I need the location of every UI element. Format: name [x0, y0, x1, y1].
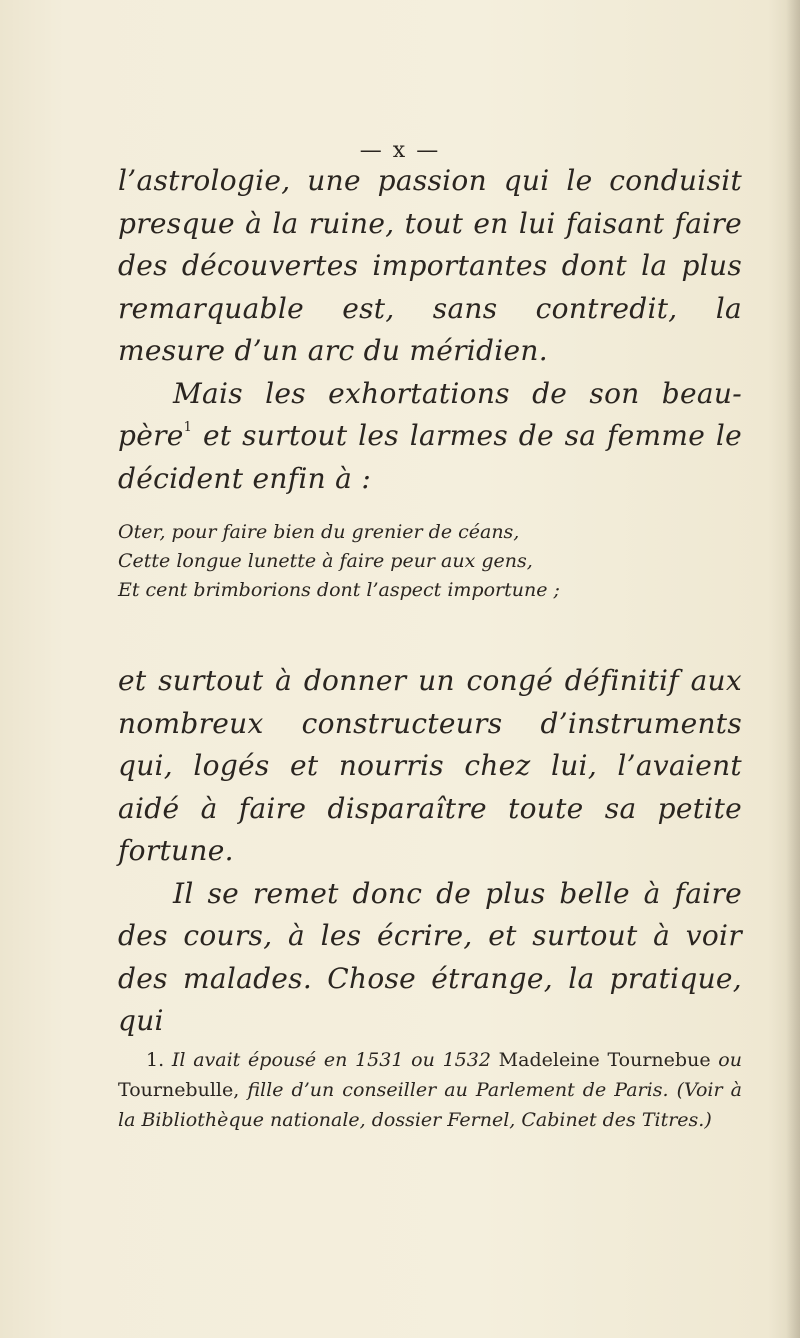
footnote-part-1: Il avait épousé en 1531 ou 1532: [171, 1049, 491, 1071]
paragraph-2-rest: et surtout les larmes de sa femme le décident enfin à :: [118, 419, 742, 495]
verse-quote: [118, 518, 718, 605]
footnote-part-3: ou: [718, 1049, 742, 1071]
footnote-number: 1.: [146, 1049, 165, 1071]
main-text-top: [118, 160, 742, 500]
page-number: — x —: [359, 138, 441, 163]
footnote-reference: 1: [183, 420, 193, 435]
footnote-part-2: Madeleine Tournebue: [490, 1049, 719, 1071]
paragraph-2-text: Mais les exhortations de son beau-père: [118, 376, 742, 452]
paragraph-4: Il se remet donc de plus belle à faire des cours, à les écrire, et surtout à voir des malades. Chose étrange, la pratique, qui: [118, 876, 742, 1037]
footnote-part-5: fille d’un conseiller au Parlement de Paris. (Voir à la Bibliothèque nationale, dossier Fernel, Cabinet des Titres.): [118, 1079, 742, 1131]
paragraph-2: [118, 373, 742, 501]
page-edge-shadow: [786, 0, 800, 1338]
footnote-text: [118, 1045, 742, 1135]
footnote-part-4: Tournebulle,: [118, 1079, 248, 1101]
verse-line-1: Oter, pour faire bien du grenier de céans,: [118, 521, 520, 543]
paragraph-1: l’astrologie, une passion qui le conduisit presque à la ruine, tout en lui faisant faire des découvertes importantes dont la plus remarquable est, sans contredit, la mesure d’un arc du méridien.: [118, 164, 742, 367]
footnote: [118, 1045, 742, 1135]
verse-line-2: Cette longue lunette à faire peur aux gens,: [118, 550, 533, 572]
main-text-bottom: [118, 660, 742, 1043]
verse-line-3: Et cent brimborions dont l’aspect importune ;: [118, 579, 560, 601]
paragraph-3: et surtout à donner un congé définitif aux nombreux constructeurs d’instruments qui, logés et nourris chez lui, l’avaient aidé à faire disparaître toute sa petite fortune.: [118, 664, 742, 867]
